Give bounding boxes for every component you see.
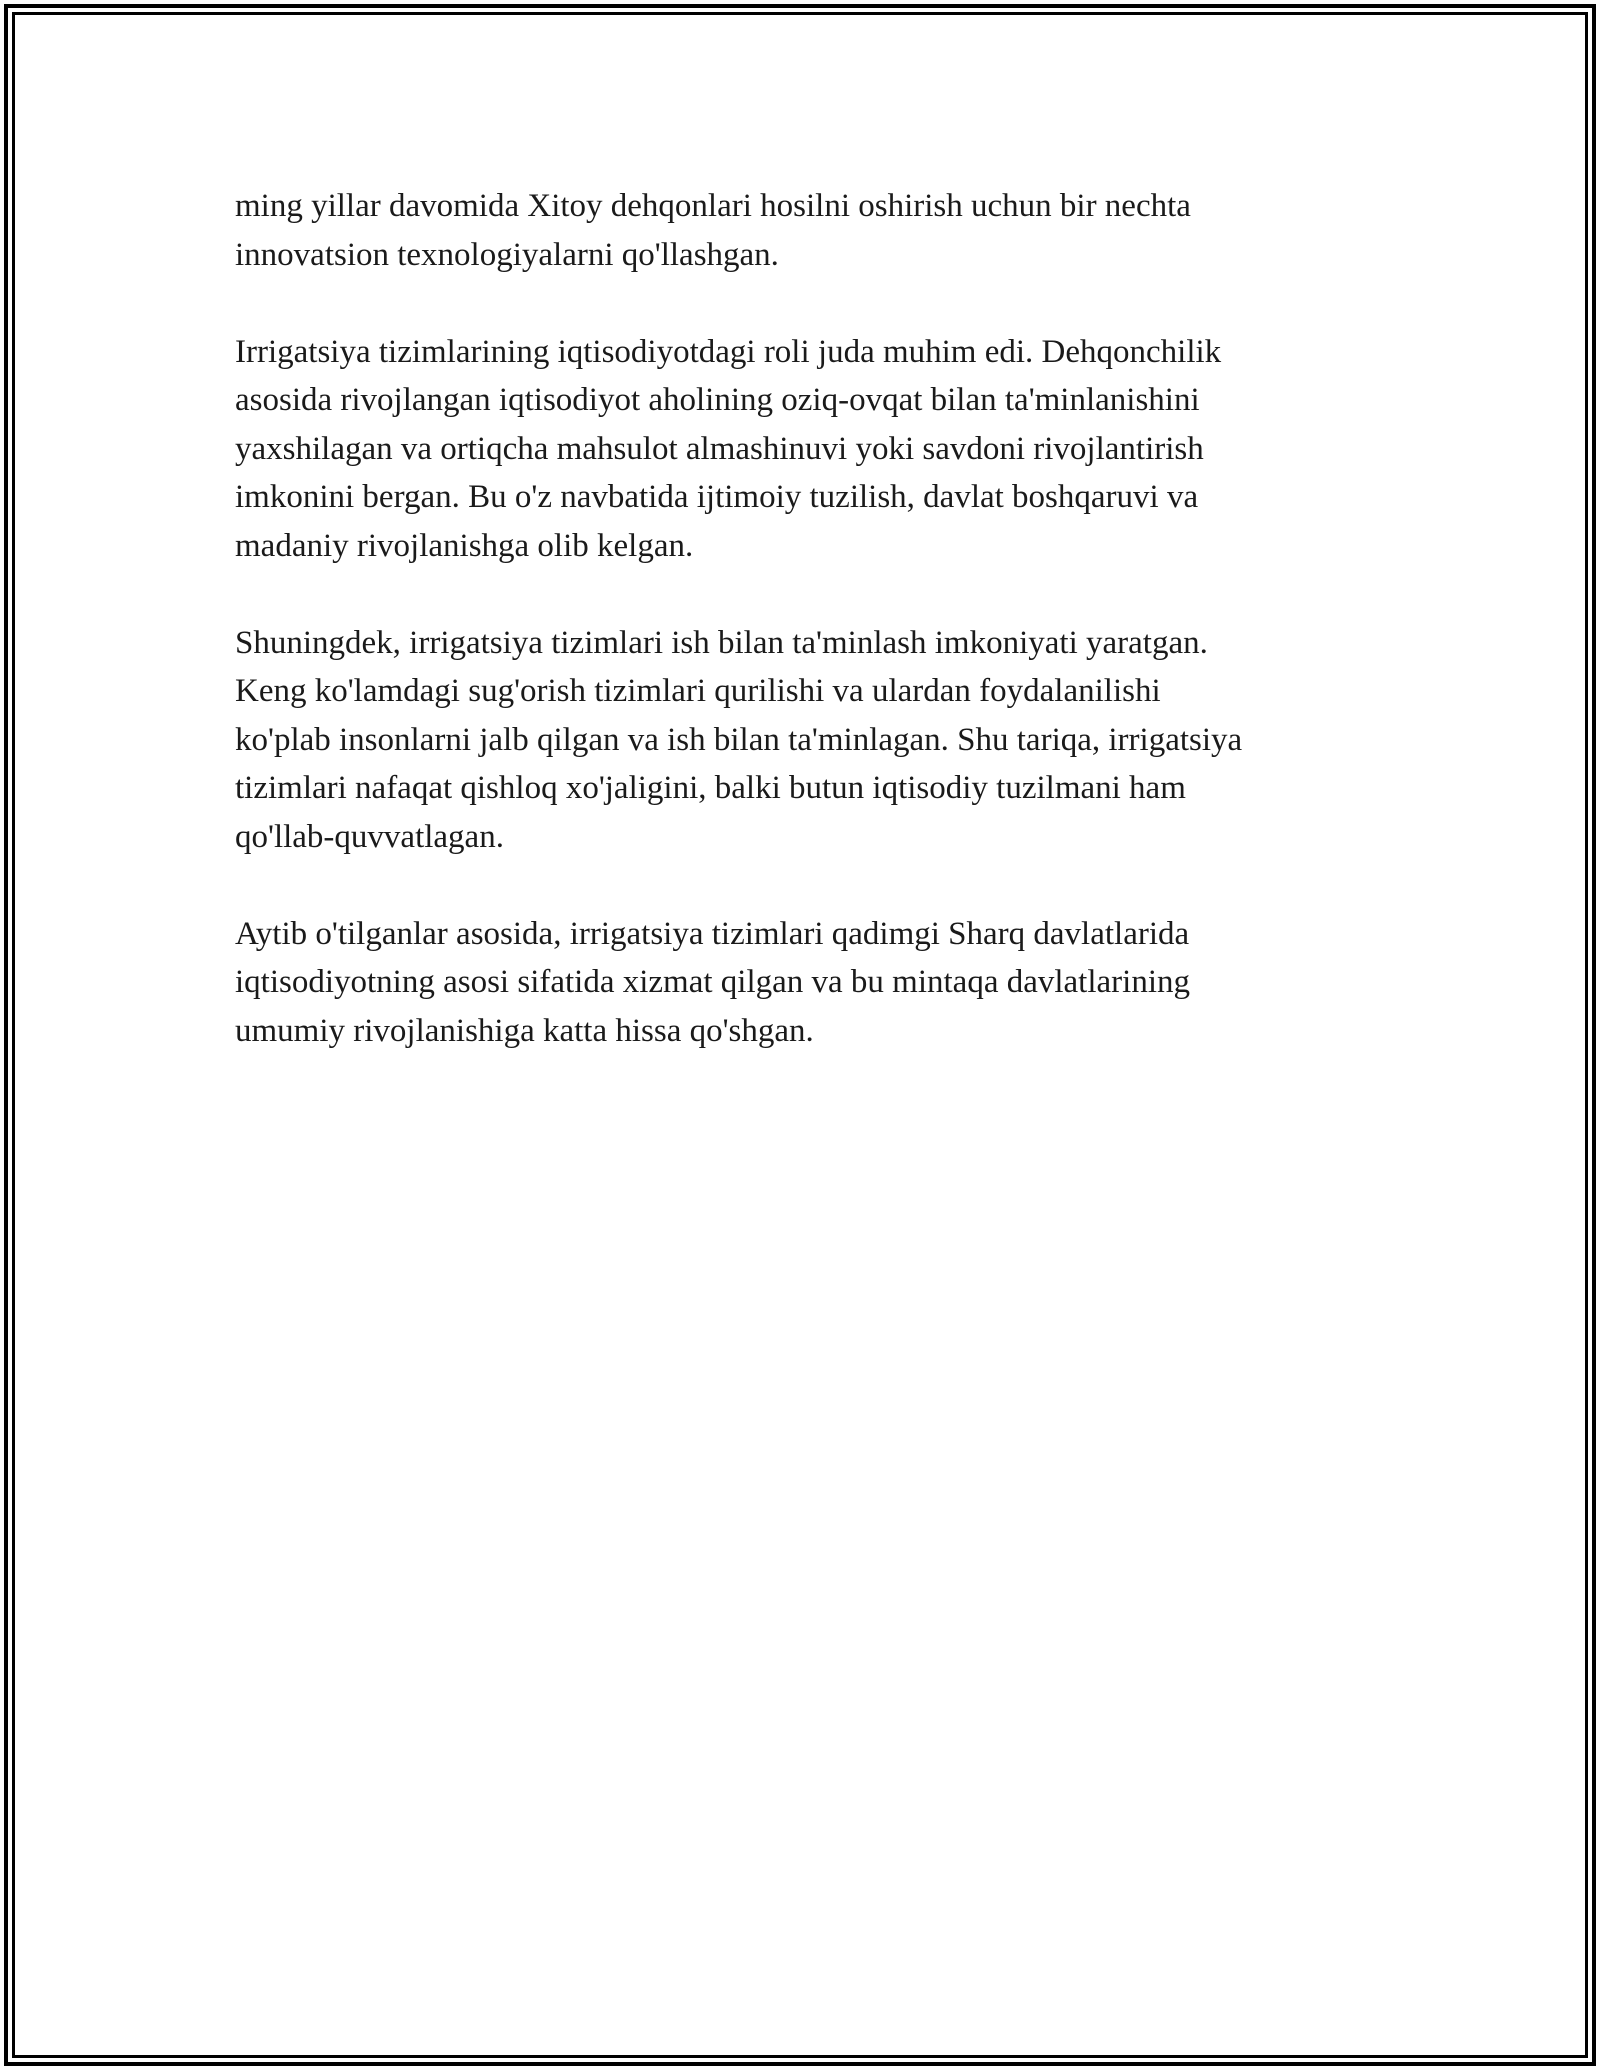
- paragraph-line: Shuningdek, irrigatsiya tizimlari ish bilan ta'minlash imkoniyati yaratgan.: [235, 624, 1208, 661]
- paragraph-line: innovatsion texnologiyalarni qo'llashgan.: [235, 236, 779, 273]
- paragraph-3: [235, 619, 1385, 862]
- paragraph-line: Irrigatsiya tizimlarining iqtisodiyotdagi roli juda muhim edi. Dehqonchilik: [235, 333, 1222, 370]
- paragraph-line: tizimlari nafaqat qishloq xo'jaligini, balki butun iqtisodiy tuzilmani ham: [235, 770, 1186, 806]
- paragraph-line: asosida rivojlangan iqtisodiyot aholining oziq-ovqat bilan ta'minlanishini: [235, 382, 1200, 418]
- paragraph-line: Keng ko'lamdagi sug'orish tizimlari qurilishi va ulardan foydalanilishi: [235, 673, 1161, 709]
- paragraph-line: imkonini bergan. Bu o'z navbatida ijtimoiy tuzilish, davlat boshqaruvi va: [235, 479, 1199, 515]
- document-body: [235, 182, 1385, 1104]
- paragraph-line: yaxshilagan va ortiqcha mahsulot almashinuvi yoki savdoni rivojlantirish: [235, 430, 1204, 467]
- paragraph-line: ming yillar davomida Xitoy dehqonlari hosilni oshirish uchun bir nechta: [235, 188, 1191, 224]
- paragraph-4: [235, 910, 1385, 1056]
- paragraph-line: Aytib o'tilganlar asosida, irrigatsiya tizimlari qadimgi Sharq davlatlarida: [235, 915, 1190, 952]
- paragraph-line: umumiy rivojlanishiga katta hissa qo'shgan.: [235, 1012, 814, 1049]
- paragraph-line: qo'llab-quvvatlagan.: [235, 818, 504, 855]
- paragraph-line: iqtisodiyotning asosi sifatida xizmat qilgan va bu mintaqa davlatlarining: [235, 964, 1190, 1000]
- paragraph-line: madaniy rivojlanishga olib kelgan.: [235, 527, 694, 564]
- paragraph-1: [235, 182, 1385, 279]
- paragraph-line: ko'plab insonlarni jalb qilgan va ish bilan ta'minlagan. Shu tariqa, irrigatsiya: [235, 721, 1243, 758]
- paragraph-2: [235, 328, 1385, 571]
